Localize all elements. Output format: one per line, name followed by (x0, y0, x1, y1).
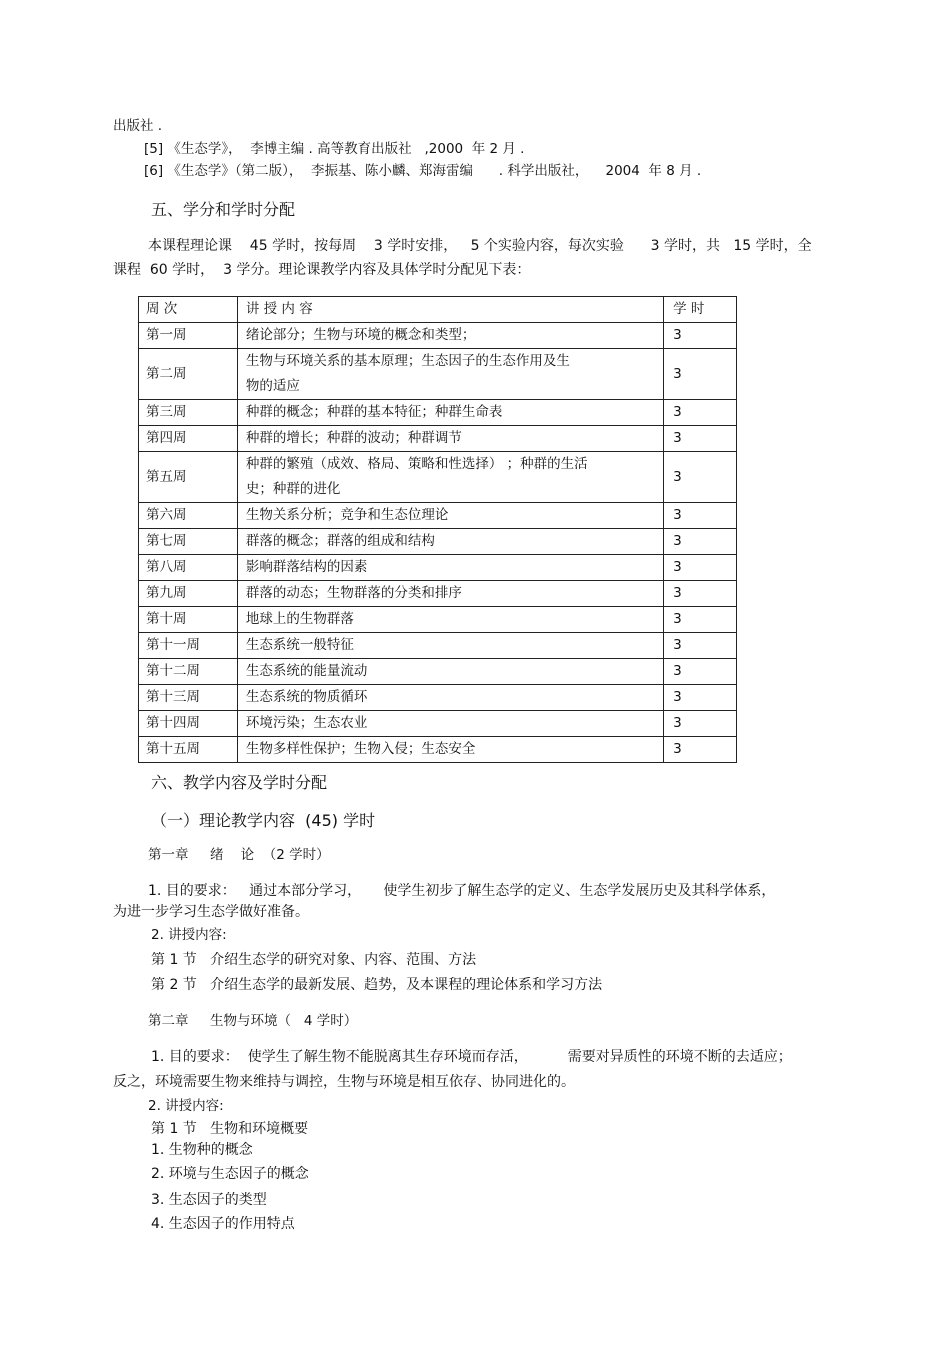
week-cell: 第十三周 (139, 685, 238, 711)
week-cell: 第九周 (139, 581, 238, 607)
week-cell: 第五周 (139, 452, 238, 503)
header-hours: 学 时 (664, 297, 737, 323)
week-cell: 第四周 (139, 426, 238, 452)
chapter-1-section-1: 第 1 节 介绍生态学的研究对象、内容、范围、方法 (151, 952, 477, 968)
week-cell: 第一周 (139, 323, 238, 349)
header-content: 讲 授 内 容 (237, 297, 663, 323)
section-6-heading: 六、教学内容及学时分配 (151, 773, 328, 792)
table-row (139, 555, 737, 581)
hours-cell: 3 (664, 555, 737, 581)
content-cell: 环境污染；生态农业 (237, 711, 663, 737)
section-5-paragraph-line2: 课程 60 学时， 3 学分。理论课教学内容及具体学时分配见下表： (113, 262, 531, 278)
table-row (139, 400, 737, 426)
chapter-2-section-1: 第 1 节 生物和环境概要 (151, 1121, 309, 1137)
hours-cell: 3 (664, 503, 737, 529)
table-row (139, 452, 737, 503)
content-cell: 生物关系分析；竞争和生态位理论 (237, 503, 663, 529)
content-cell: 生态系统一般特征 (237, 633, 663, 659)
content-cell: 影响群落结构的因素 (237, 555, 663, 581)
table-row (139, 529, 737, 555)
hours-cell: 3 (664, 581, 737, 607)
content-cell: 绪论部分；生物与环境的概念和类型； (237, 323, 663, 349)
table-row (139, 426, 737, 452)
table-row (139, 581, 737, 607)
week-cell: 第三周 (139, 400, 238, 426)
content-cell: 种群的概念；种群的基本特征；种群生命表 (237, 400, 663, 426)
hours-cell: 3 (664, 659, 737, 685)
week-cell: 第六周 (139, 503, 238, 529)
table-row (139, 737, 737, 763)
chapter-2-title: 第二章 生物与环境（ 4 学时） (148, 1013, 358, 1029)
hours-cell: 3 (664, 400, 737, 426)
week-cell: 第二周 (139, 349, 238, 400)
hours-cell: 3 (664, 685, 737, 711)
chapter-2-objective-line1: 1. 目的要求： 使学生了解生物不能脱离其生存环境而存活， 需要对异质性的环境不断的去适应； (151, 1049, 792, 1065)
content-cell: 生物与环境关系的基本原理；生态因子的生态作用及生 物的适应 (237, 349, 663, 400)
content-cell: 种群的增长；种群的波动；种群调节 (237, 426, 663, 452)
chapter-1-objective-line2: 为进一步学习生态学做好准备。 (113, 904, 309, 920)
chapter-1-objective-line1: 1. 目的要求： 通过本部分学习， 使学生初步了解生态学的定义、生态学发展历史及其科学体系， (148, 883, 776, 899)
hours-cell: 3 (664, 633, 737, 659)
section-5-paragraph-line1: 本课程理论课 45 学时，按每周 3 学时安排， 5 个实验内容，每次实验 3 学时，共 15 学时，全 (148, 238, 812, 254)
table-row (139, 711, 737, 737)
week-cell: 第十五周 (139, 737, 238, 763)
hours-cell: 3 (664, 349, 737, 400)
hours-cell: 3 (664, 711, 737, 737)
list-item: 3. 生态因子的类型 (151, 1192, 267, 1208)
table-row (139, 349, 737, 400)
week-cell: 第八周 (139, 555, 238, 581)
week-cell: 第十周 (139, 607, 238, 633)
list-item: 4. 生态因子的作用特点 (151, 1216, 295, 1232)
reference-6: [6] 《生态学》（第二版）， 李振基、陈小麟、郑海雷编 . 科学出版社， 2004 年 8 月 . (144, 163, 702, 179)
hours-cell: 3 (664, 426, 737, 452)
table-row (139, 633, 737, 659)
table-row (139, 503, 737, 529)
section-6-subheading: （一）理论教学内容 (45) 学时 (151, 811, 376, 830)
header-week: 周 次 (139, 297, 238, 323)
schedule-table (138, 296, 737, 763)
reference-5: [5] 《生态学》， 李博主编 . 高等教育出版社 ,2000 年 2 月 . (144, 141, 525, 157)
table-row (139, 659, 737, 685)
week-cell: 第十四周 (139, 711, 238, 737)
chapter-1-lecture-label: 2. 讲授内容: (151, 927, 227, 943)
chapter-1-section-2: 第 2 节 介绍生态学的最新发展、趋势，及本课程的理论体系和学习方法 (151, 977, 603, 993)
week-cell: 第七周 (139, 529, 238, 555)
chapter-2-lecture-label: 2. 讲授内容: (148, 1098, 224, 1114)
chapter-2-objective-line2: 反之，环境需要生物来维持与调控，生物与环境是相互依存、协同进化的。 (113, 1074, 575, 1090)
chapter-1-title: 第一章 绪 论 （2 学时） (148, 847, 330, 863)
hours-cell: 3 (664, 529, 737, 555)
table-row (139, 323, 737, 349)
hours-cell: 3 (664, 607, 737, 633)
content-cell: 群落的动态；生物群落的分类和排序 (237, 581, 663, 607)
section-5-heading: 五、学分和学时分配 (151, 200, 296, 219)
reference-continuation: 出版社 . (113, 118, 163, 134)
week-cell: 第十一周 (139, 633, 238, 659)
list-item: 2. 环境与生态因子的概念 (151, 1166, 309, 1182)
table-header-row (139, 297, 737, 323)
content-cell: 生态系统的物质循环 (237, 685, 663, 711)
content-cell: 群落的概念；群落的组成和结构 (237, 529, 663, 555)
table-row (139, 607, 737, 633)
content-cell: 种群的繁殖（成效、格局、策略和性选择） ；种群的生活 史；种群的进化 (237, 452, 663, 503)
list-item: 1. 生物种的概念 (151, 1142, 253, 1158)
content-cell: 生态系统的能量流动 (237, 659, 663, 685)
content-cell: 生物多样性保护；生物入侵；生态安全 (237, 737, 663, 763)
hours-cell: 3 (664, 452, 737, 503)
hours-cell: 3 (664, 737, 737, 763)
week-cell: 第十二周 (139, 659, 238, 685)
content-cell: 地球上的生物群落 (237, 607, 663, 633)
table-row (139, 685, 737, 711)
hours-cell: 3 (664, 323, 737, 349)
